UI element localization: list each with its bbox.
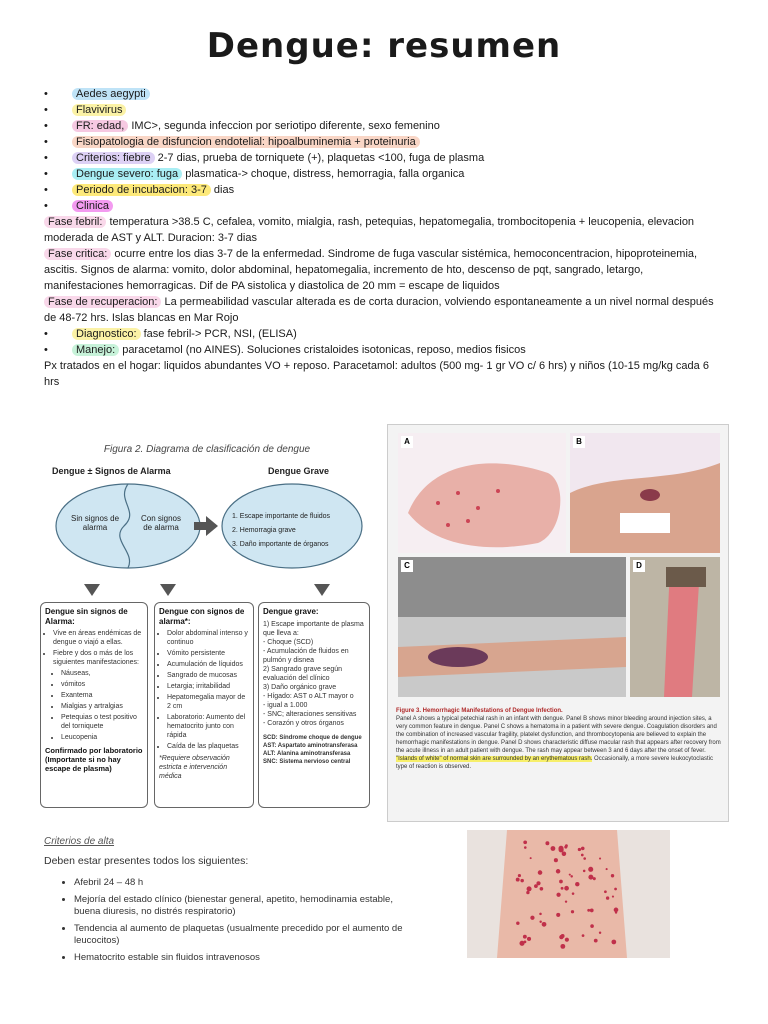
phase-text: ocurre entre los dias 3-7 de la enfermedad. Sindrome de fuga vascular sistémica, hemoconcentracion, hipoproteinemia, ascitis. Signos de alarma: vomito, dolor abdominal, hepatomegalia, incremento de hto, descenso de pqt, sangrado, letargo, manifestaciones hemorragicas. Dif de PA sistolica y diastolica de 20 mm = escape de liquidos [44,248,698,292]
bullet-item [44,134,724,150]
diagram-title: Figura 2. Diagrama de clasificación de dengue [103,444,311,455]
bullet-dot: • [44,120,48,132]
petechia-dot [554,858,558,862]
panel-label: D [633,560,645,572]
caption-text-end: Occasionally, a more severe leukocytoclastic type of reaction is observed. [396,756,713,770]
petechia-dot [581,847,585,851]
list-item: • Hepatomegalia mayor de 2 cm [167,693,249,711]
lobe-left-label: Sin signos de alarma [70,514,120,532]
list-item: • Letargia; irritabilidad [167,682,249,691]
bullet-item [44,198,724,214]
petechia-dot [611,940,616,945]
bullet-dot: • [44,168,48,180]
grave-line: - Choque (SCD) [263,639,314,646]
bullet-item [44,342,724,358]
down-arrow [160,584,176,596]
rash-leg-image [630,557,720,697]
right-header: Dengue Grave [268,466,330,476]
box-con-alarma [154,602,254,808]
photo-c [398,557,626,697]
phase-item [44,294,724,326]
rash-photo [467,830,670,958]
box-title: Dengue con signos de alarma*: [159,607,245,626]
bullet-dot: • [44,104,48,116]
petechia-dot [527,886,532,891]
petechia-dot [539,921,541,923]
petechia-dot [530,857,532,859]
bullet-text: paracetamol (no AINES). Soluciones cristaloides isotonicas, reposo, medios fisicos [119,344,526,356]
petechia-dot [581,854,584,857]
petechia-dot [606,868,608,870]
petechia-dot [524,846,527,849]
petechia-dot [606,896,609,899]
box-footer: *Requiere observación estricta e intervención médica [159,755,230,780]
petechia-dot [526,891,529,894]
bullet-text: dias [210,184,235,196]
list-item: • Vive en áreas endémicas de dengue o viajó a ellas. [53,629,143,647]
bullet-dot: • [44,344,48,356]
list-item: • Afebril 24 – 48 h [74,877,404,889]
grave-item: 1. Escape importante de fluidos [232,513,331,520]
box-footer: Confirmado por laboratorio (Importante si no hay escape de plasma) [45,746,143,773]
bullet-item [44,102,724,118]
criteria-desc: Deben estar presentes todos los siguientes: [44,855,249,867]
phase-label: Fase critica: [44,248,111,260]
highlight-text: Dengue severo: fuga [72,168,182,180]
petechia-dot [583,857,586,860]
petechia-dot [564,886,569,891]
box-title: Dengue sin signos de Alarma: [45,607,128,626]
list-item: • Sangrado de mucosas [167,671,249,680]
petechia-dot [516,921,519,924]
petechia-dot [560,944,565,949]
highlight-text: FR: edad, [72,120,128,132]
list-item: • vómitos [61,680,143,689]
bullet-dot: • [44,88,48,100]
down-arrow [84,584,100,596]
petechia-dot [590,924,594,928]
bullet-item [44,182,724,198]
panel-label: A [401,436,413,448]
petechia-dot [570,875,572,877]
petechia-dot [556,893,560,897]
box-sin-alarma [40,602,148,808]
petechia-dot [538,870,543,875]
abbreviation: SNC: Sistema nervioso central [263,759,351,765]
list-item: • Tendencia al aumento de plaquetas (usualmente precedido por el aumento de leucocitos) [74,923,404,947]
petechia-dot [556,913,560,917]
photo-a [398,433,566,553]
bullet-dot: • [44,136,48,148]
photo-d [630,557,720,697]
phase-text: temperatura >38.5 C, cefalea, vomito, mialgia, rash, petequias, hepatomegalia, trombocitopenia + leucopenia, elevacion moderada de AST y ALT. Duracion: 3-7 dias [44,216,695,244]
list-item: • Vómito persistente [167,649,249,658]
list-item: • Fiebre y dos o más de los siguientes manifestaciones: [53,649,143,667]
list-item: • Mialgias y artralgias [61,702,143,711]
classification-diagram [40,436,374,816]
list-item: • Exantema [61,691,143,700]
petechia-dot [561,887,564,890]
skin-rash-image [467,830,670,958]
bullet-dot: • [44,184,48,196]
grave-line: - Corazón y otros órganos [263,720,344,727]
discharge-criteria [44,836,404,969]
phase-item [44,214,724,246]
injection-site-image [570,433,720,553]
petechia-dot [527,937,531,941]
list-item: • Mejoría del estado clínico (bienestar general, apetito, hemodinamia estable, buena diuresis, no distrés respiratorio) [74,894,404,918]
phase-label: Fase de recuperacion: [44,296,161,308]
grave-item: 3. Daño importante de órganos [232,541,329,548]
list-item: • Dolor abdominal intenso y continuo [167,629,249,647]
infant-arm-image [398,433,566,553]
petechia-dot [530,916,534,920]
grave-line: - igual a 1.000 [263,702,308,709]
petechia-dot [590,909,594,913]
petechia-dot [571,910,574,913]
petechia-dot [572,892,575,895]
caption-title: Figure 3. Hemorrhagic Manifestations of Dengue Infection. [396,708,563,714]
list-item: • Petequias o test positivo del torniquete [61,713,143,731]
petechia-dot [569,874,571,876]
left-header: Dengue ± Signos de Alarma [52,466,171,476]
highlight-text: Criterios: fiebre [72,152,155,164]
bullet-item [44,166,724,182]
bullet-item [44,118,724,134]
panel-label: C [401,560,413,572]
bullet-text: plasmatica-> choque, distress, hemorragia, falla organica [182,168,465,180]
list-item: • Leucopenia [61,733,143,742]
highlight-text: Aedes aegypti [72,88,150,100]
phase-label: Fase febril: [44,216,106,228]
highlight-text: Flavivirus [72,104,126,116]
grave-line: - Acumulación de fluidos en pulmón y disnea [263,648,349,664]
petechia-dot [523,935,527,939]
petechia-dot [612,896,614,898]
petechia-dot [604,890,607,893]
petechia-dot [583,870,586,873]
list-item: • Laboratorio: Aumento del hematocrito junto con rápida [167,713,249,740]
petechia-dot [523,840,527,844]
petechia-dot [551,846,556,851]
petechia-dot [611,874,614,877]
phase-text: La permeabilidad vascular alterada es de corta duracion, volviendo espontaneamente a un nivel normal después de 48-72 hrs. Islas blancas en Mar Rojo [44,296,714,324]
highlight-text: Diagnostico: [72,328,141,340]
petechia-dot [516,878,520,882]
hematoma-arm-image [398,557,626,697]
grave-line: 2) Sangrado grave según evaluación del clínico [263,666,342,682]
petechia-dot [558,846,563,851]
home-treatment-text: Px tratados en el hogar: liquidos abundantes VO + reposo. Paracetamol: adultos (500 mg- 1 gr VO c/ 6 hrs) y niños (10-15 mg/kg cada 6 hrs [44,360,709,388]
lobe-right-label: Con signos de alarma [140,514,182,532]
grave-line: 3) Daño orgánico grave [263,684,337,691]
bullet-item [44,326,724,342]
bullet-dot: • [44,152,48,164]
phase-item [44,246,724,294]
caption-highlight: "Islands of white" of normal skin are surrounded by an erythematous rash. [396,756,593,762]
highlight-text: Periodo de incubacion: 3-7 [72,184,211,196]
petechia-dot [588,867,593,872]
list-item: • Hematocrito estable sin fluidos intravenosos [74,952,404,964]
petechia-dot [599,932,601,934]
caption-text: Panel A shows a typical petechial rash in an infant with dengue. Panel B shows minor bleeding around injection sites, a very common feature in dengue. Panel C shows a hematoma in a patient with severe dengue. Coagulation disorders and the combination of increased vascular fragility, platelet dysfunction, and thrombocytopenia are believed to explain the hemorrhagic manifestations in dengue. Panel D shows characteristic diffuse macular rash that appears after recovery from the acute illness in an adult patient with dengue. The rash may appear between 3 and 6 days after the onset of fever. [396,716,721,754]
petechia-dot [594,939,598,943]
abbreviation: AST: Aspartato aminotransferasa [263,743,358,749]
petechia-dot [559,935,563,939]
panel-label: B [573,436,585,448]
petechia-dot [582,934,585,937]
abbreviation: SCD: Síndrome choque de dengue [263,735,362,741]
petechia-dot [565,901,567,903]
photo-b [570,433,720,553]
bullet-text: 2-7 dias, prueba de torniquete (+), plaquetas <100, fuga de plasma [154,152,485,164]
petechia-dot [540,887,544,891]
box-title: Dengue grave: [263,607,319,616]
petechia-dot [578,848,581,851]
petechia-dot [559,880,563,884]
petechia-dot [562,851,567,856]
petechia-dot [536,881,540,885]
petechia-dot [587,909,590,912]
petechia-dot [539,913,542,916]
grave-line: - SNC; alteraciones sensitivas [263,711,357,718]
petechia-dot [524,941,527,944]
petechia-dot [575,882,579,886]
petechia-dot [542,922,547,927]
petechia-dot [518,874,521,877]
bullet-dot: • [44,200,48,212]
list-item: • Acumulación de líquidos [167,660,249,669]
petechia-dot [556,869,561,874]
bullet-text: fase febril-> PCR, NSI, (ELISA) [140,328,297,340]
criteria-title: Criterios de alta [44,836,115,847]
petechia-dot [615,911,617,913]
clinical-photo-panel [387,424,729,822]
petechia-dot [564,845,567,848]
petechia-dot [588,875,593,880]
grave-item: 2. Hemorragia grave [232,527,296,534]
notes-section [44,86,724,390]
grave-line: 1) Escape importante de plasma que lleva a: [263,621,364,637]
down-arrow [314,584,330,596]
petechia-dot [565,938,569,942]
grave-line: - Hígado: AST o ALT mayor o [263,693,354,700]
bullet-item [44,150,724,166]
petechia-dot [599,857,601,859]
bullet-item [44,86,724,102]
bullet-dot: • [44,328,48,340]
list-item: • Náuseas, [61,669,143,678]
highlight-text: Fisiopatologia de disfuncion endotelial: hipoalbuminemia + proteinuria [72,136,420,148]
bullet-text: IMC>, segunda infeccion por seriotipo diferente, sexo femenino [128,120,440,132]
highlight-text: Manejo: [72,344,119,356]
petechia-dot [614,888,617,891]
abbreviation: ALT: Alanina aminotransferasa [263,751,351,757]
highlight-text: Clinica [72,200,113,212]
figure-caption [396,707,722,771]
box-grave [258,602,370,808]
petechia-dot [545,841,549,845]
grave-list [232,510,352,552]
petechia-dot [520,879,523,882]
list-item: • Caída de las plaquetas [167,742,249,751]
page-title: Dengue: resumen [206,26,562,66]
